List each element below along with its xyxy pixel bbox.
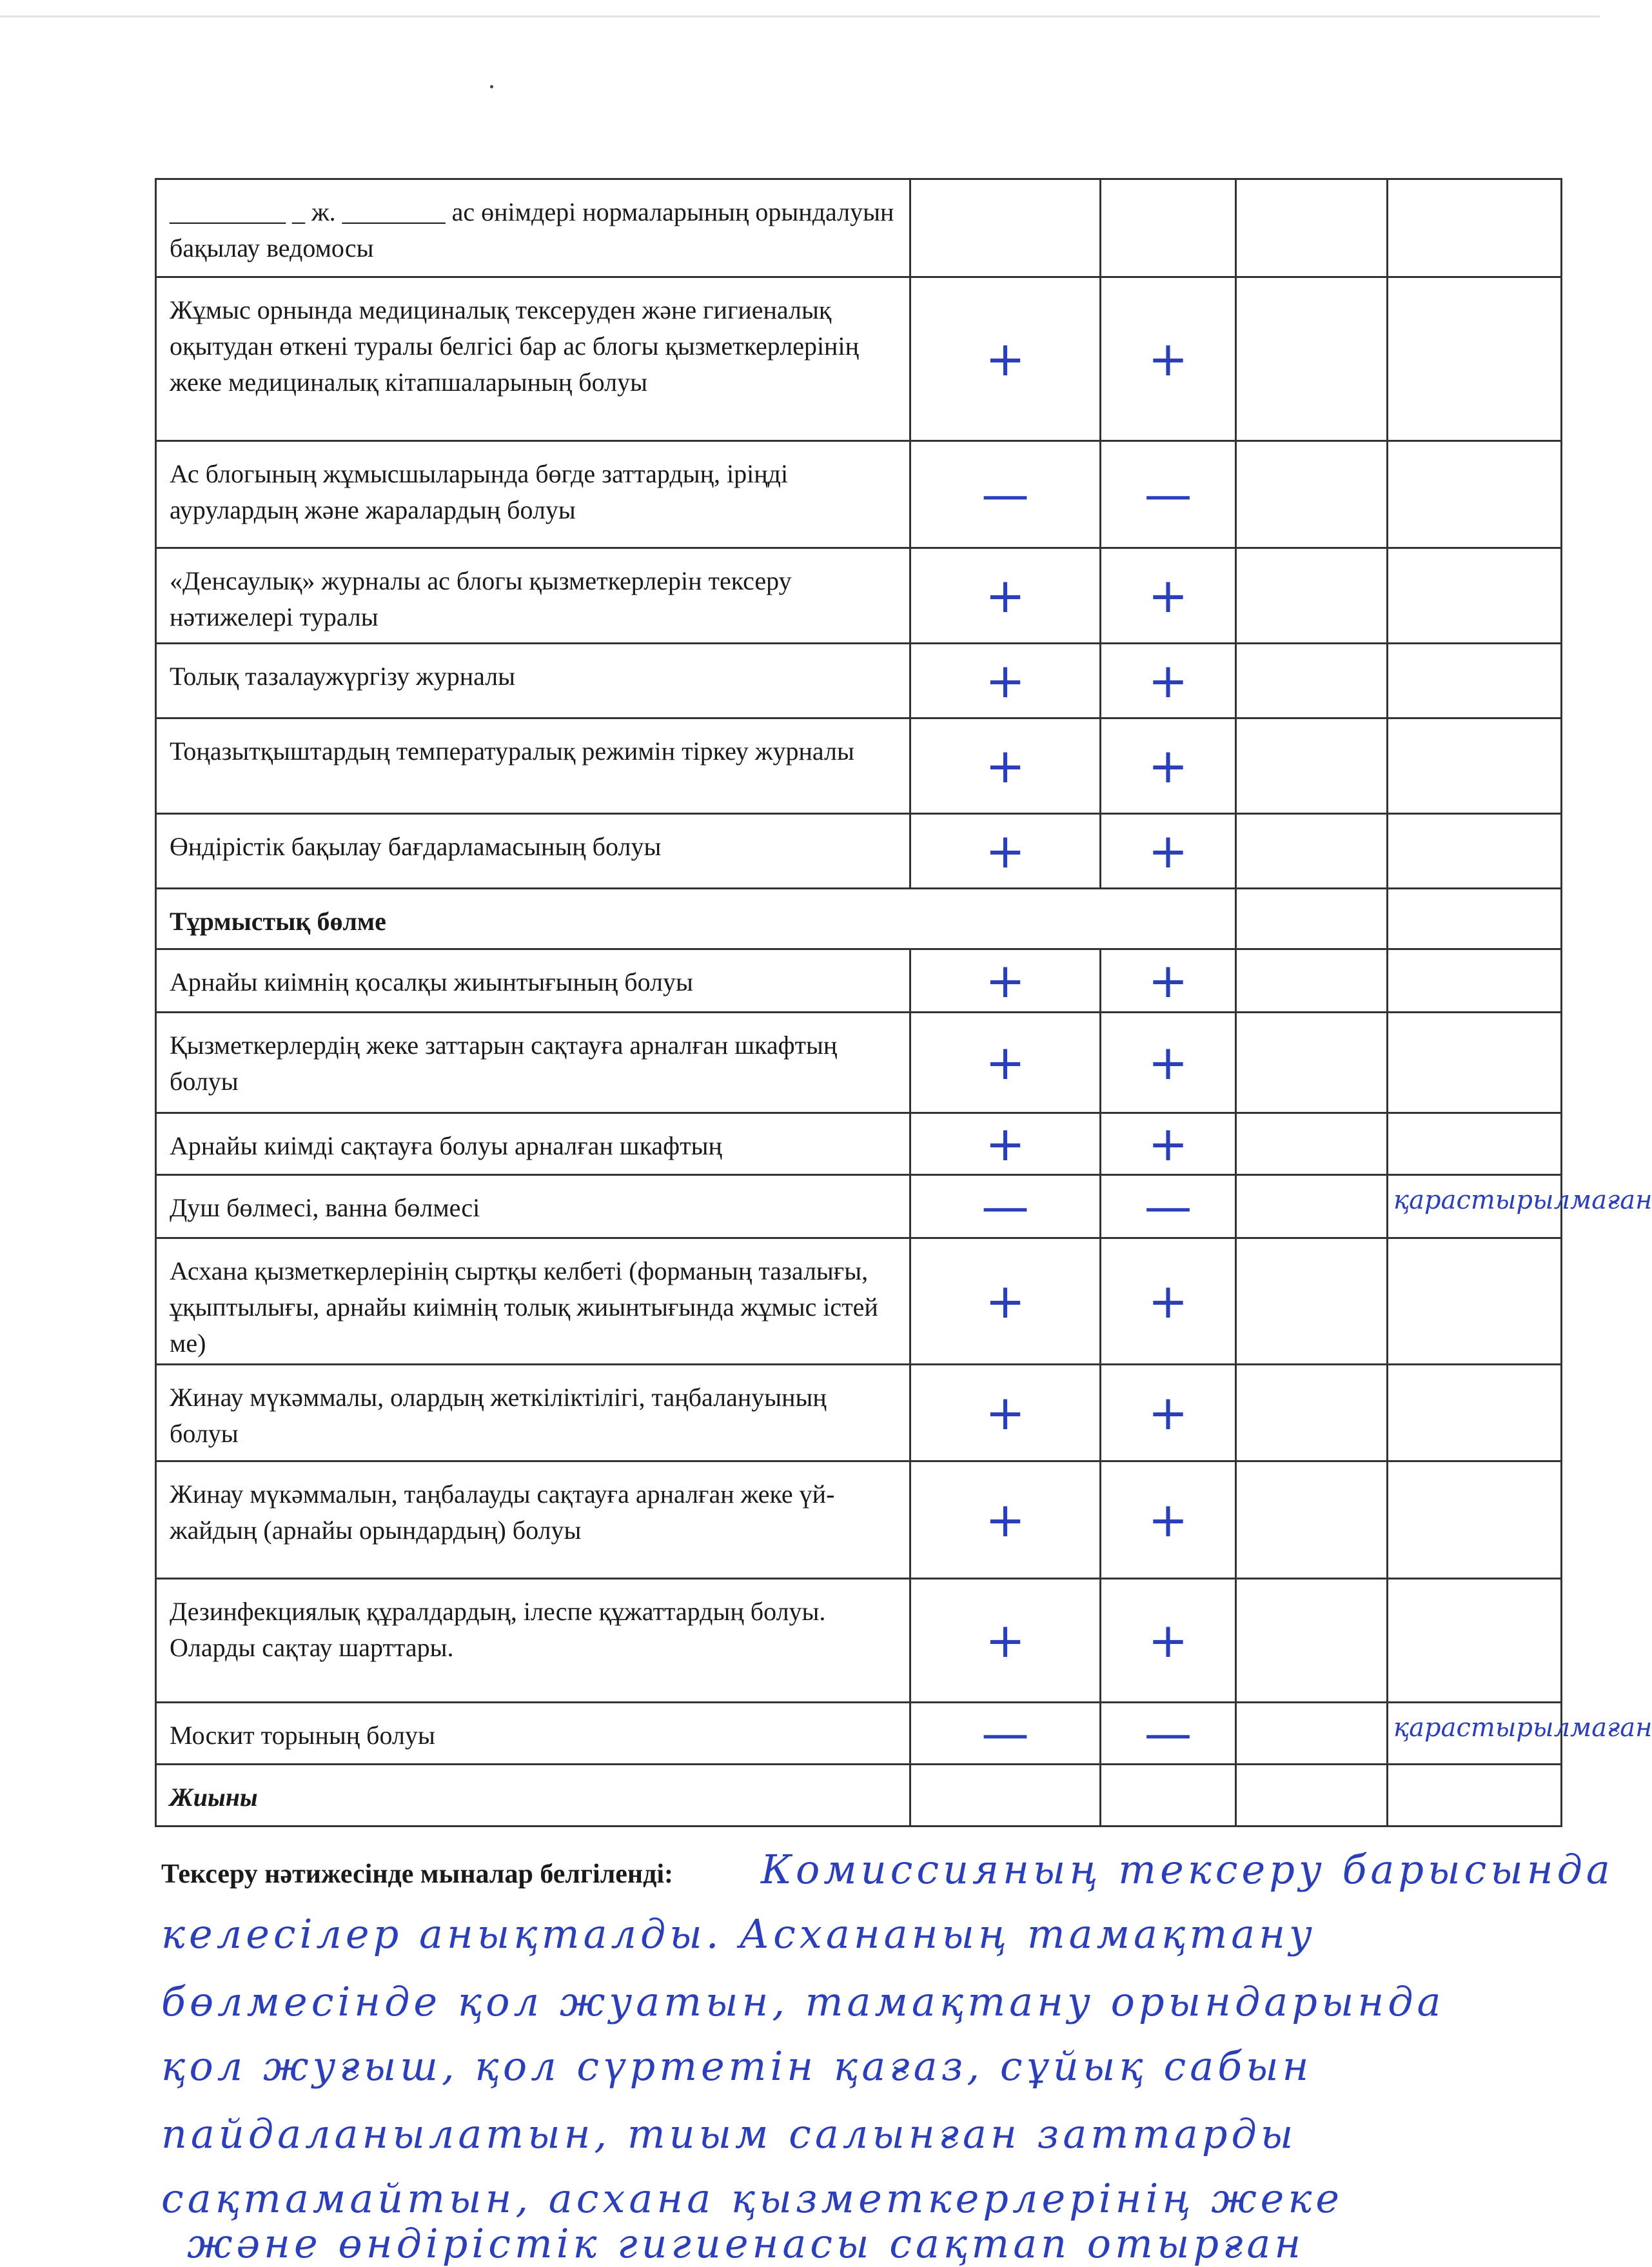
table-row: [156, 179, 1562, 277]
mark-cell-1: +: [910, 1013, 1101, 1113]
mark-cell-2: +: [1101, 1579, 1236, 1703]
mark-cell-1: +: [910, 814, 1101, 889]
row-text: Москит торының болуы: [156, 1703, 910, 1765]
table-row: [156, 441, 1562, 548]
mark-cell-2: +: [1101, 1113, 1236, 1175]
table-row: [156, 718, 1562, 814]
findings-label: Тексеру нәтижесінде мыналар белгіленді:: [161, 1859, 674, 1889]
table-row: [156, 1703, 1562, 1765]
mark-cell-1: [910, 1765, 1101, 1826]
inspection-checklist-table: [155, 178, 1652, 1827]
mark-cell-2: +: [1101, 949, 1236, 1013]
mark-cell-1: +: [910, 644, 1101, 718]
note-cell: [1388, 1013, 1562, 1113]
row-text: «Денсаулық» журналы ас блогы қызметкерлерін тексеру нәтижелері туралы: [156, 548, 910, 644]
row-text: Жұмыс орнында медициналық тексеруден және гигиеналық оқытудан өткені туралы белгісі бар ас блогы қызметкерлерінің жеке медициналық кітапшаларының болуы: [156, 277, 910, 441]
handwritten-line: бөлмесінде қол жуатын, тамақтану орындарында: [161, 1978, 1445, 2025]
mark-cell-1: +: [910, 1113, 1101, 1175]
note-cell: [1388, 441, 1562, 548]
mark-cell-1: +: [910, 548, 1101, 644]
note-cell: [1388, 1113, 1562, 1175]
note-cell: [1388, 718, 1562, 814]
table-row: [156, 1238, 1562, 1365]
mark-cell-3: [1236, 277, 1388, 441]
mark-cell-2: +: [1101, 718, 1236, 814]
mark-cell-2: —: [1101, 441, 1236, 548]
mark-cell-3: [1236, 1238, 1388, 1365]
section-heading: Тұрмыстық бөлме: [156, 889, 1236, 949]
table-row: [156, 1579, 1562, 1703]
handwritten-line: және өндірістік гигиенасы сақтап отырған: [187, 2220, 1305, 2267]
section-row: [156, 889, 1562, 949]
handwritten-note: қарастырылмаған: [1388, 1175, 1562, 1238]
scan-top-edge: [0, 15, 1600, 17]
table-row: [156, 1365, 1562, 1461]
mark-cell-2: —: [1101, 1703, 1236, 1765]
mark-cell-3: [1236, 644, 1388, 718]
mark-cell-2: [1101, 1765, 1236, 1826]
note-cell: [1388, 1461, 1562, 1579]
mark-cell-2: +: [1101, 1365, 1236, 1461]
row-text: _________ _ ж. ________ ас өнімдері нормаларының орындалуын бақылау ведомосы: [156, 179, 910, 277]
row-text: Асхана қызметкерлерінің сыртқы келбеті (форманың тазалығы, ұқыптылығы, арнайы киімнің толық жиынтығында жұмыс істей ме): [156, 1238, 910, 1365]
note-cell: [1388, 277, 1562, 441]
mark-cell-2: +: [1101, 814, 1236, 889]
row-text: Арнайы киімді сақтауға болуы арналған шкафтың: [156, 1113, 910, 1175]
table-row: [156, 949, 1562, 1013]
row-text: Ас блогының жұмысшыларында бөгде заттардың, іріңді аурулардың және жаралардың болуы: [156, 441, 910, 548]
mark-cell-3: [1236, 1703, 1388, 1765]
handwritten-line: сақтамайтын, асхана қызметкерлерінің жеке: [161, 2175, 1344, 2222]
note-cell: [1388, 1765, 1562, 1826]
table-row: [156, 1175, 1562, 1238]
row-text: Дезинфекциялық құралдардың, ілеспе құжаттардың болуы. Оларды сақтау шарттары.: [156, 1579, 910, 1703]
row-text: Қызметкерлердің жеке заттарын сақтауға арналған шкафтың болуы: [156, 1013, 910, 1113]
note-cell: [1388, 949, 1562, 1013]
mark-cell-2: [1101, 179, 1236, 277]
mark-cell-1: +: [910, 1579, 1101, 1703]
empty-cell: [1236, 889, 1388, 949]
total-label: Жиыны: [156, 1765, 910, 1826]
table-row: [156, 1013, 1562, 1113]
total-row: [156, 1765, 1562, 1826]
note-cell: [1388, 814, 1562, 889]
note-cell: [1388, 1365, 1562, 1461]
note-cell: [1388, 1238, 1562, 1365]
row-text: Душ бөлмесі, ванна бөлмесі: [156, 1175, 910, 1238]
mark-cell-1: +: [910, 277, 1101, 441]
handwritten-line: пайдаланылатын, тиым салынған заттарды: [161, 2110, 1297, 2157]
row-text: Толық тазалаужүргізу журналы: [156, 644, 910, 718]
row-text: Тоңазытқыштардың температуралық режимін тіркеу журналы: [156, 718, 910, 814]
mark-cell-3: [1236, 441, 1388, 548]
mark-cell-3: [1236, 179, 1388, 277]
mark-cell-3: [1236, 1579, 1388, 1703]
mark-cell-1: +: [910, 1461, 1101, 1579]
note-cell: [1388, 179, 1562, 277]
mark-cell-3: [1236, 1765, 1388, 1826]
row-text: Жинау мүкәммалы, олардың жеткіліктілігі, таңбалануының болуы: [156, 1365, 910, 1461]
row-text: Өндірістік бақылау бағдарламасының болуы: [156, 814, 910, 889]
mark-cell-2: +: [1101, 1461, 1236, 1579]
mark-cell-3: [1236, 1013, 1388, 1113]
handwritten-line: келесілер анықталды. Асхананың тамақтану: [161, 1910, 1316, 1957]
scan-speck: [490, 85, 493, 88]
mark-cell-2: +: [1101, 277, 1236, 441]
mark-cell-1: —: [910, 1703, 1101, 1765]
mark-cell-3: [1236, 1175, 1388, 1238]
table-row: [156, 548, 1562, 644]
handwritten-note: қарастырылмаған: [1388, 1703, 1562, 1765]
mark-cell-3: [1236, 814, 1388, 889]
mark-cell-1: —: [910, 441, 1101, 548]
table-row: [156, 277, 1562, 441]
mark-cell-3: [1236, 1113, 1388, 1175]
mark-cell-2: +: [1101, 1238, 1236, 1365]
handwritten-line: Комиссияның тексеру барысында: [761, 1846, 1614, 1893]
table-row: [156, 1113, 1562, 1175]
mark-cell-3: [1236, 1461, 1388, 1579]
mark-cell-2: +: [1101, 548, 1236, 644]
table-row: [156, 644, 1562, 718]
mark-cell-3: [1236, 1365, 1388, 1461]
note-cell: [1388, 644, 1562, 718]
mark-cell-1: +: [910, 718, 1101, 814]
mark-cell-3: [1236, 548, 1388, 644]
mark-cell-1: +: [910, 1238, 1101, 1365]
table-row: [156, 1461, 1562, 1579]
table-row: [156, 814, 1562, 889]
mark-cell-1: [910, 179, 1101, 277]
mark-cell-1: —: [910, 1175, 1101, 1238]
empty-cell: [1388, 889, 1562, 949]
mark-cell-2: +: [1101, 1013, 1236, 1113]
mark-cell-3: [1236, 949, 1388, 1013]
row-text: Арнайы киімнің қосалқы жиынтығының болуы: [156, 949, 910, 1013]
mark-cell-3: [1236, 718, 1388, 814]
note-cell: [1388, 548, 1562, 644]
mark-cell-2: —: [1101, 1175, 1236, 1238]
mark-cell-1: +: [910, 1365, 1101, 1461]
mark-cell-1: +: [910, 949, 1101, 1013]
mark-cell-2: +: [1101, 644, 1236, 718]
handwritten-line: қол жуғыш, қол сүртетін қағаз, сұйық сабын: [161, 2043, 1313, 2090]
row-text: Жинау мүкәммалын, таңбалауды сақтауға арналған жеке үй-жайдың (арнайы орындардың) болуы: [156, 1461, 910, 1579]
note-cell: [1388, 1579, 1562, 1703]
